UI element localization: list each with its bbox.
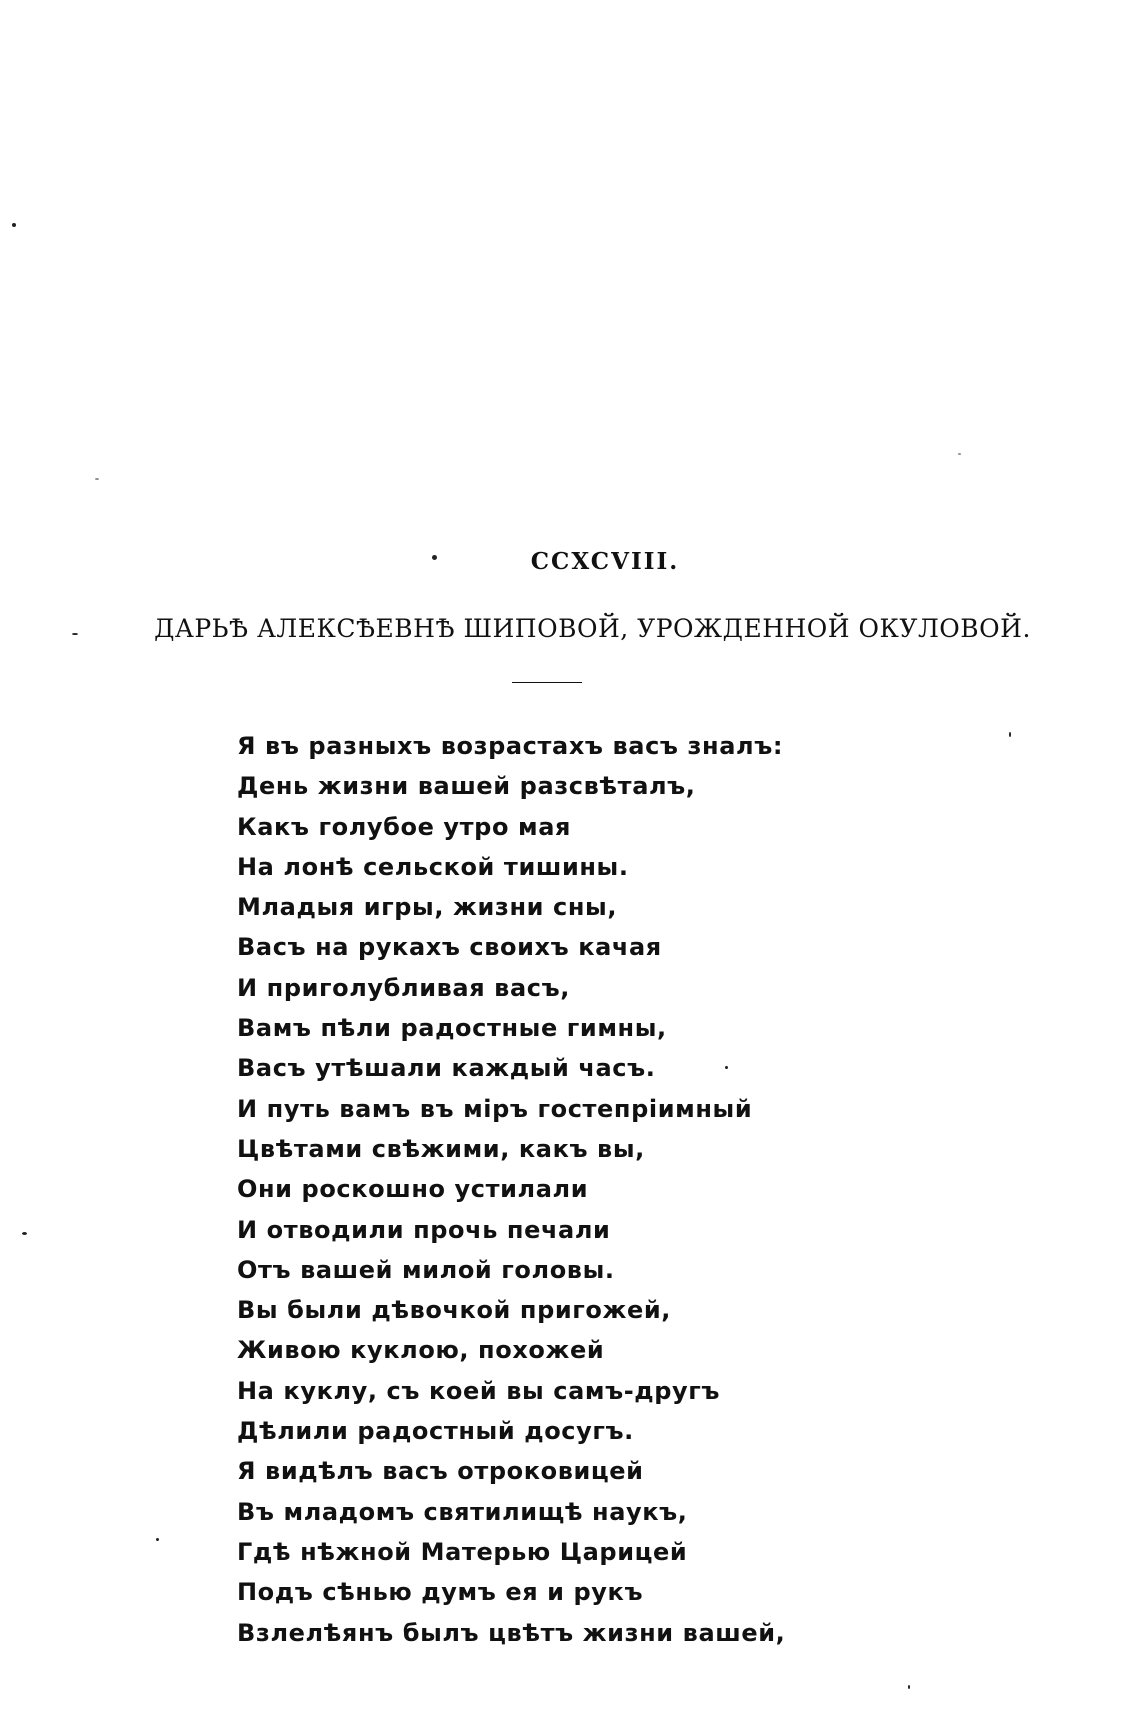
poem-line: На куклу, съ коей вы самъ-другъ [237,1376,721,1405]
poem-line: День жизни вашей разсвѣталъ, [237,772,696,801]
scan-speck [22,1232,27,1235]
poem-number: CCXCVIII. [530,548,680,575]
scan-speck [1009,732,1011,737]
poem-text [237,726,785,1653]
poem-line: Въ младомъ святилищѣ наукъ, [237,1497,688,1526]
poem-line: Цвѣтами свѣжими, какъ вы, [237,1134,645,1163]
poem-dedication: ДАРЬѢ АЛЕКСѢЕВНѢ ШИПОВОЙ, УРОЖДЕННОЙ ОКУЛОВОЙ. [154,614,1031,643]
poem-line: И приголубливая васъ, [237,973,570,1002]
poem-line: Подъ сѣнью думъ ея и рукъ [237,1578,644,1607]
poem-line: Васъ утѣшали каждый часъ. [237,1054,656,1083]
scan-speck [156,1538,159,1541]
poem-line: Гдѣ нѣжной Матерью Царицей [237,1537,688,1566]
poem-line: Я видѣлъ васъ отроковицей [237,1457,644,1486]
poem-line: Вы были дѣвочкой пригожей, [237,1296,672,1325]
poem-line: Взлелѣянъ былъ цвѣтъ жизни вашей, [237,1618,786,1647]
scan-speck [12,223,16,227]
poem-line: Дѣлили радостный досугъ. [237,1417,634,1446]
scan-speck [95,478,99,480]
poem-line: Какъ голубое утро мая [237,812,572,841]
poem-line: На лонѣ сельской тишины. [237,852,629,881]
separator-rule [512,682,582,683]
poem-line: Младыя игры, жизни сны, [237,893,618,922]
poem-line: Живою куклою, похожей [237,1336,605,1365]
poem-line: И отводили прочь печали [237,1215,611,1244]
poem-line: Васъ на рукахъ своихъ качая [237,933,662,962]
poem-line: И путь вамъ въ міръ гостепріимный [237,1094,753,1123]
scan-speck [958,453,961,455]
poem-line: Я въ разныхъ возрастахъ васъ зналъ: [237,732,784,760]
poem-line: Отъ вашей милой головы. [237,1255,615,1284]
poem-line: Они роскошно устилали [237,1175,589,1204]
poem-line: Вамъ пѣли радостные гимны, [237,1014,667,1043]
scan-speck [908,1685,910,1689]
